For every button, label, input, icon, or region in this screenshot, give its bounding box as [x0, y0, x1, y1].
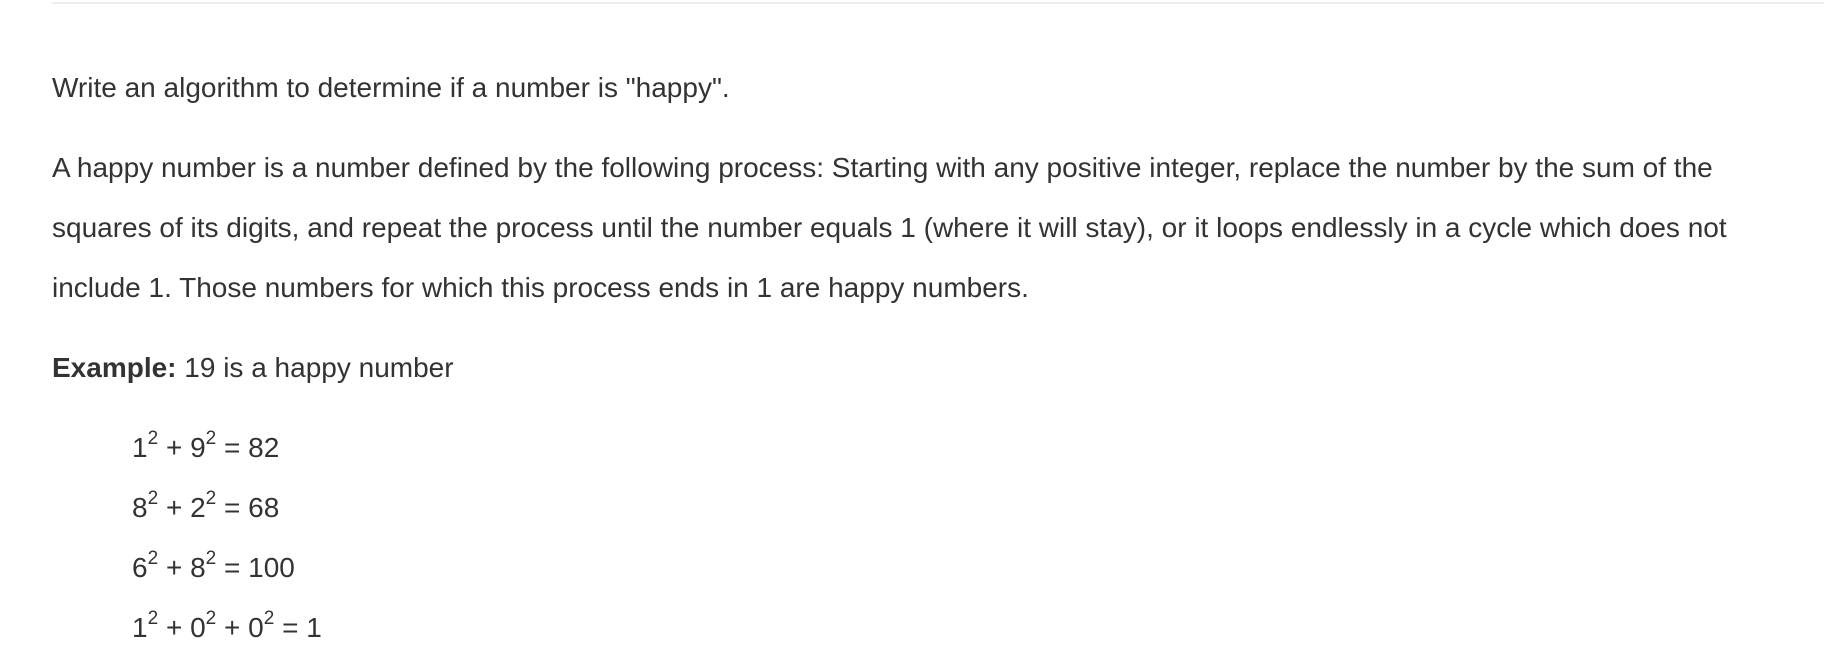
equals-sign: = [224, 552, 241, 583]
term-exponent: 2 [147, 487, 159, 509]
top-divider [52, 2, 1824, 4]
term-exponent: 2 [205, 487, 217, 509]
term-base: 0 [190, 612, 206, 643]
term-exponent: 2 [205, 607, 217, 629]
term-base: 1 [132, 612, 148, 643]
equation-result: 100 [248, 552, 295, 583]
definition-paragraph: A happy number is a number defined by the following process: Starting with any positive integer, replace the number by the sum of the squares of its digits, and repeat the process until the number equals 1 (where it will stay), or it loops endlessly in a cycle which does not include 1. Those numbers for which this process ends in 1 are happy numbers. [52, 152, 1727, 303]
equals-sign: = [282, 612, 299, 643]
equation-list [132, 418, 1812, 658]
equation-result: 82 [248, 432, 280, 463]
term-exponent: 2 [205, 547, 217, 569]
plus-operator: + [165, 432, 183, 463]
term-base: 2 [190, 492, 206, 523]
plus-operator: + [165, 492, 183, 523]
term-base: 9 [190, 432, 206, 463]
plus-operator: + [224, 612, 241, 643]
term-base: 0 [248, 612, 264, 643]
term-base: 8 [190, 552, 206, 583]
term-base: 1 [132, 432, 148, 463]
equation-row [132, 418, 1812, 478]
example-paragraph [52, 338, 1812, 398]
term-exponent: 2 [147, 547, 159, 569]
plus-operator: + [165, 552, 183, 583]
term-exponent: 2 [147, 607, 159, 629]
problem-description [52, 58, 1812, 658]
term-base: 6 [132, 552, 148, 583]
intro-paragraph: Write an algorithm to determine if a number is "happy". [52, 72, 730, 103]
equation-result: 68 [248, 492, 280, 523]
equation-row [132, 598, 1812, 658]
plus-operator: + [165, 612, 183, 643]
term-exponent: 2 [147, 427, 159, 449]
example-text: 19 is a happy number [184, 352, 454, 383]
term-base: 8 [132, 492, 148, 523]
term-exponent: 2 [205, 427, 217, 449]
term-exponent: 2 [263, 607, 275, 629]
equals-sign: = [224, 432, 241, 463]
equals-sign: = [224, 492, 241, 523]
equation-result: 1 [306, 612, 322, 643]
equation-row [132, 478, 1812, 538]
example-label: Example: [52, 352, 177, 383]
equation-row [132, 538, 1812, 598]
